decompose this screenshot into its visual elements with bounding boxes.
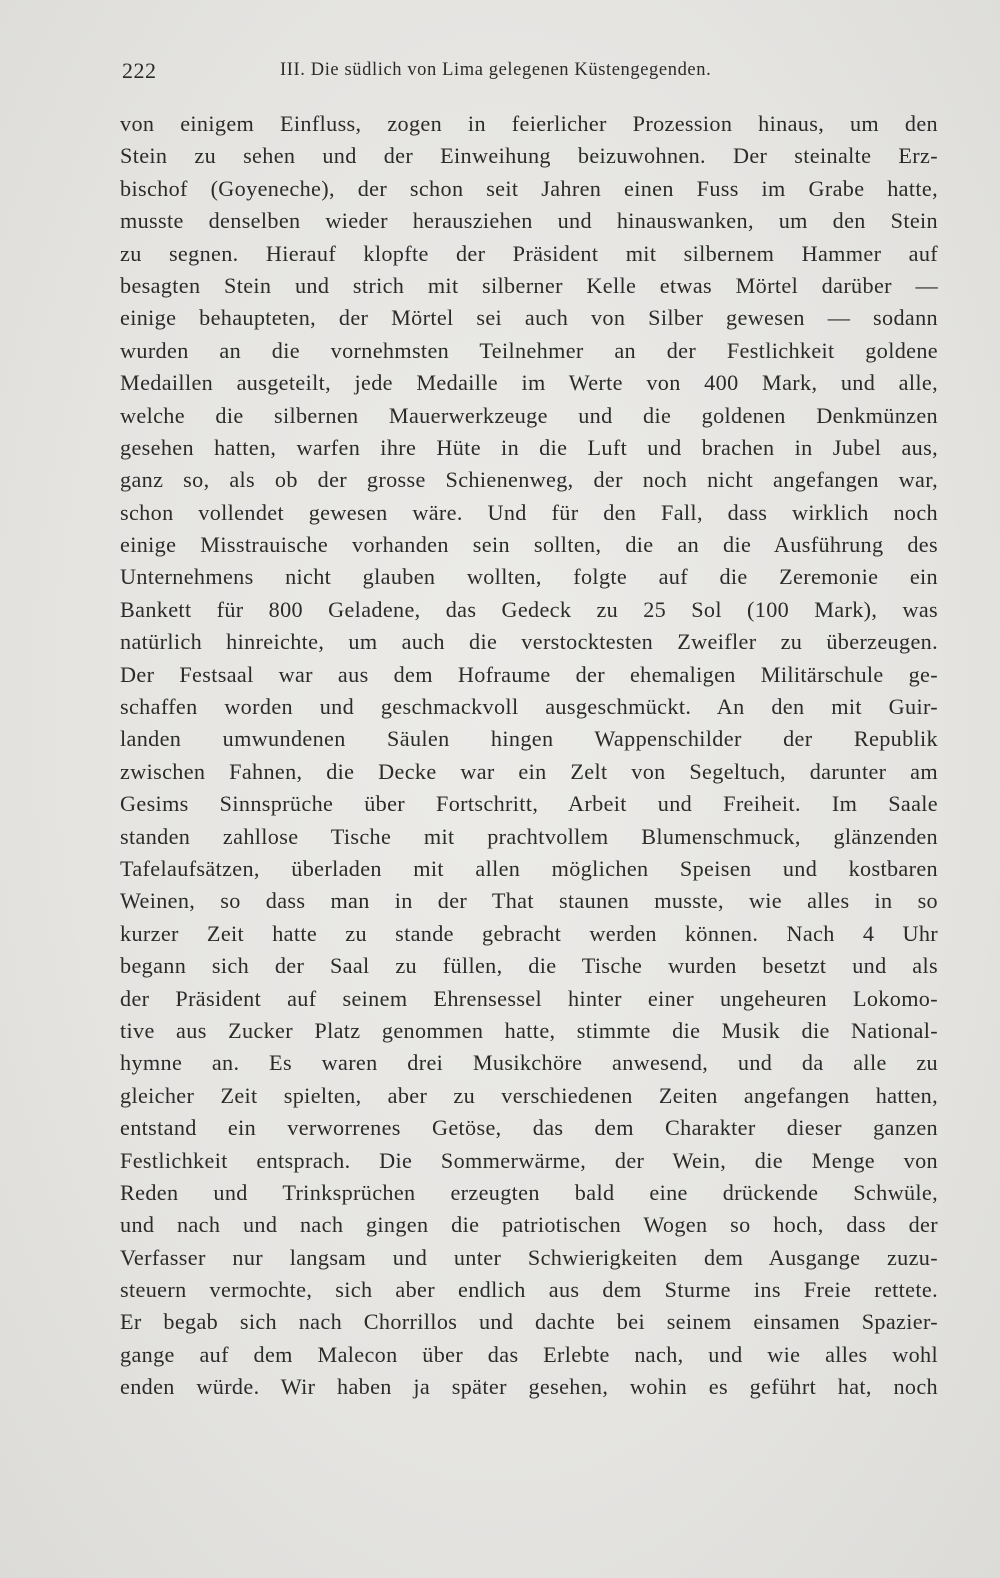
text-line: natürlich hinreichte, um auch die verstocktesten Zweifler zu überzeugen. [120, 629, 938, 655]
text-line: bischof (Goyeneche), der schon seit Jahren einen Fuss im Grabe hatte, [120, 175, 938, 201]
text-line: ganz so, als ob der grosse Schienenweg, der noch nicht angefangen war, [120, 467, 938, 493]
text-line: Weinen, so dass man in der That staunen musste, wie alles in so [120, 888, 938, 914]
text-line: entstand ein verworrenes Getöse, das dem Charakter dieser ganzen [120, 1115, 938, 1141]
text-line: der Präsident auf seinem Ehrensessel hinter einer ungeheuren Lokomo- [120, 985, 938, 1011]
text-line: standen zahllose Tische mit prachtvollem Blumenschmuck, glänzenden [120, 823, 938, 849]
text-line: Der Festsaal war aus dem Hofraume der ehemaligen Militärschule ge- [120, 661, 938, 687]
text-line: Unternehmens nicht glauben wollten, folgte auf die Zeremonie ein [120, 564, 938, 590]
text-line: enden würde. Wir haben ja später gesehen, wohin es geführt hat, noch [120, 1374, 938, 1400]
page-number: 222 [122, 58, 157, 83]
body-text [120, 108, 938, 1404]
text-line: Stein zu sehen und der Einweihung beizuwohnen. Der steinalte Erz- [120, 143, 938, 169]
text-line: begann sich der Saal zu füllen, die Tische wurden besetzt und als [120, 953, 938, 979]
text-line: Gesims Sinnsprüche über Fortschritt, Arbeit und Freiheit. Im Saale [120, 791, 938, 817]
text-line: einige behaupteten, der Mörtel sei auch von Silber gewesen — sodann [120, 305, 938, 331]
text-line: zwischen Fahnen, die Decke war ein Zelt von Segeltuch, darunter am [120, 758, 938, 784]
text-line: wurden an die vornehmsten Teilnehmer an der Festlichkeit goldene [120, 337, 938, 363]
text-line: Tafelaufsätzen, überladen mit allen möglichen Speisen und kostbaren [120, 855, 938, 881]
text-line: Medaillen ausgeteilt, jede Medaille im Werte von 400 Mark, und alle, [120, 370, 938, 396]
page-header [122, 58, 937, 88]
text-line: Verfasser nur langsam und unter Schwierigkeiten dem Ausgange zuzu- [120, 1244, 938, 1270]
text-line: schaffen worden und geschmackvoll ausgeschmückt. An den mit Guir- [120, 694, 938, 720]
text-line: schon vollendet gewesen wäre. Und für den Fall, dass wirklich noch [120, 499, 938, 525]
text-line: gleicher Zeit spielten, aber zu verschiedenen Zeiten angefangen hatten, [120, 1082, 938, 1108]
text-line: gange auf dem Malecon über das Erlebte nach, und wie alles wohl [120, 1341, 938, 1367]
text-line: welche die silbernen Mauerwerkzeuge und die goldenen Denkmünzen [120, 402, 938, 428]
text-line: tive aus Zucker Platz genommen hatte, stimmte die Musik die National- [120, 1017, 938, 1043]
text-line: steuern vermochte, sich aber endlich aus dem Sturme ins Freie rettete. [120, 1277, 938, 1303]
text-line: hymne an. Es waren drei Musikchöre anwesend, und da alle zu [120, 1050, 938, 1076]
text-line: landen umwundenen Säulen hingen Wappenschilder der Republik [120, 726, 938, 752]
text-line: einige Misstrauische vorhanden sein sollten, die an die Ausführung des [120, 532, 938, 558]
text-line: Festlichkeit entsprach. Die Sommerwärme, der Wein, die Menge von [120, 1147, 938, 1173]
text-line: besagten Stein und strich mit silberner Kelle etwas Mörtel darüber — [120, 272, 938, 298]
text-line: Bankett für 800 Geladene, das Gedeck zu 25 Sol (100 Mark), was [120, 596, 938, 622]
running-title: III. Die südlich von Lima gelegenen Küstengegenden. [280, 60, 712, 80]
text-line: Er begab sich nach Chorrillos und dachte bei seinem einsamen Spazier- [120, 1309, 938, 1335]
text-line: zu segnen. Hierauf klopfte der Präsident mit silbernem Hammer auf [120, 240, 938, 266]
text-line: Reden und Trinksprüchen erzeugten bald eine drückende Schwüle, [120, 1179, 938, 1205]
text-line: musste denselben wieder herausziehen und hinauswanken, um den Stein [120, 208, 938, 234]
text-line: und nach und nach gingen die patriotischen Wogen so hoch, dass der [120, 1212, 938, 1238]
text-line: gesehen hatten, warfen ihre Hüte in die Luft und brachen in Jubel aus, [120, 434, 938, 460]
text-line: kurzer Zeit hatte zu stande gebracht werden können. Nach 4 Uhr [120, 920, 938, 946]
text-line: von einigem Einfluss, zogen in feierlicher Prozession hinaus, um den [120, 111, 938, 136]
